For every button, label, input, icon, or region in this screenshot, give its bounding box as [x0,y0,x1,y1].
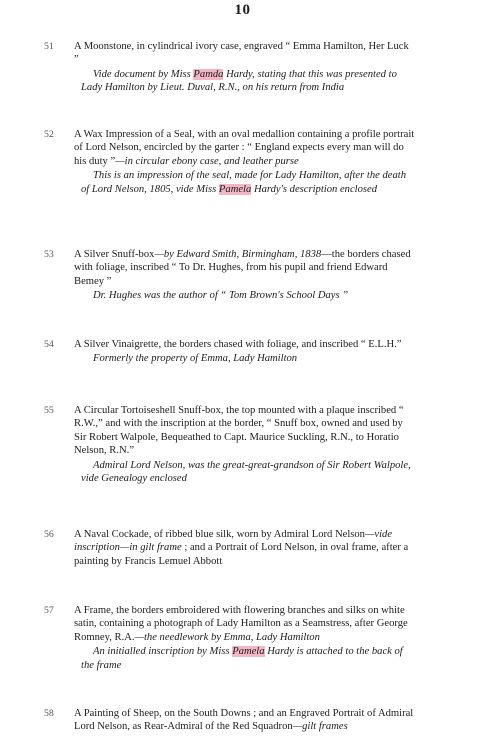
lot-entry [44,338,416,366]
lot-entry [44,40,416,95]
lot-note: An initialled inscription by Miss Pamela Hardy is attached to the back of the frame [81,646,403,671]
lot-number: 58 [44,708,54,719]
lot-description: A Wax Impression of a Seal, with an oval medallion containing a profile portrait of Lord Nelson, encircled by the garter : “ England expects every man will do his duty ”—in circular ebony case, and leather purse [74,129,415,167]
lot-entry [44,707,416,734]
lot-description: A Circular Tortoiseshell Snuff-box, the top mounted with a plaque inscribed “ R.W.,” and with the inscription at the border, “ Snuff box, owned and used by Sir Robert Walpole, Bequeathed to Capt. Maurice Suckling, R.N., to Horatio Nelson, R.N.” [74,405,404,457]
lot-entry [44,248,416,303]
lot-description: A Silver Vinaigrette, the borders chased with foliage, and inscribed “ E.L.H.” [74,339,402,350]
lot-entry [44,528,416,568]
lot-description: A Painting of Sheep, on the South Downs ; and an Engraved Portrait of Admiral Lord Nelson, as Rear-Admiral of the Red Squadron—gilt frames [74,708,414,733]
lot-entry [44,404,416,485]
lot-number: 52 [44,129,54,140]
lot-description: A Silver Snuff-box—by Edward Smith, Birmingham, 1838—the borders chased with foliage, inscribed “ To Dr. Hughes, from his pupil and friend Edward Bemey ” [74,249,411,287]
highlighted-name: Pamda [193,68,224,80]
lot-number: 56 [44,529,54,540]
highlighted-name: Pamela [218,183,252,195]
lot-description: A Naval Cockade, of ribbed blue silk, worn by Admiral Lord Nelson—vide inscription—in gilt frame ; and a Portrait of Lord Nelson, in oval frame, after a painting by Francis Lemuel Abbott [74,529,409,567]
lot-note: Vide document by Miss Pamda Hardy, stating that this was presented to Lady Hamilton by Lieut. Duval, R.N., on his return from India [81,68,397,94]
lot-number: 55 [44,405,54,416]
lot-description: A Frame, the borders embroidered with flowering branches and silks on white satin, containing a photograph of Lady Hamilton as a Seamstress, after George Romney, R.A.—the needlework by Emma, Lady Hamilton [74,605,408,643]
page-number: 10 [234,2,251,18]
lot-description: A Moonstone, in cylindrical ivory case, engraved “ Emma Hamilton, Her Luck ” [74,41,409,66]
lot-number: 51 [44,41,54,52]
lot-note: Formerly the property of Emma, Lady Hamilton [93,353,298,365]
highlighted-name: Pamela [232,646,265,658]
lot-note: Admiral Lord Nelson, was the great-great-grandson of Sir Robert Walpole, vide Genealogy enclosed [81,459,411,485]
lot-number: 53 [44,249,54,260]
lot-number: 57 [44,605,54,616]
lot-note: This is an impression of the seal, made for Lady Hamilton, after the death of Lord Nelson, 1805, vide Miss Pamela Hardy's description enclosed [81,170,406,195]
lot-number: 54 [44,339,54,350]
lot-entry [44,604,416,672]
lot-entry [44,128,416,196]
lot-note: Dr. Hughes was the author of “ Tom Brown's School Days ” [93,290,349,302]
